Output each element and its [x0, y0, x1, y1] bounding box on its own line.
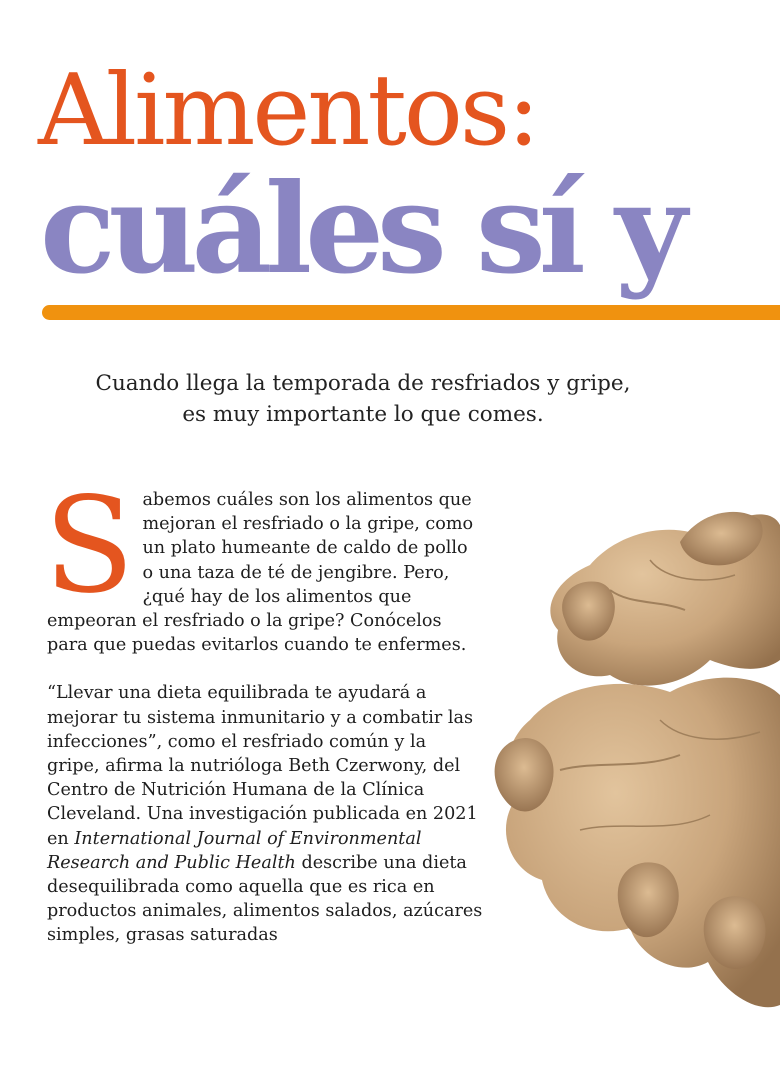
- body-paragraph-2: [47, 681, 483, 947]
- lead-line-1: Cuando llega la temporada de resfriados y gripe,: [95, 371, 631, 396]
- lead-line-2: es muy importante lo que comes.: [182, 402, 544, 427]
- ginger-upper-rhizome: [550, 512, 780, 686]
- ginger-root-photo: [470, 470, 780, 1030]
- drop-cap: S: [44, 469, 135, 623]
- ginger-lower-rhizome: [495, 678, 780, 1008]
- body-paragraph-2-text-a: “Llevar una dieta equilibrada te ayudará a mejorar tu sistema inmunitario y a combatir las infecciones”, como el resfriado común y la gripe, afirma la nutrióloga Beth Czerwony, del Centro de Nutrición Humana de la Clínica Cleveland. Una investigación publicada en 2021 en: [47, 683, 478, 849]
- body-paragraph-1: [44, 469, 483, 657]
- journal-title: International Journal of Environmental Research and Public Health: [47, 828, 422, 873]
- lead-paragraph: [40, 368, 686, 430]
- headline-line-2: cuáles sí y: [40, 157, 681, 302]
- body-paragraph-2-text-b: describe una dieta desequilibrada como aquella que es rica en productos animales, alimentos salados, azúcares simples, grasas saturadas: [47, 852, 483, 946]
- body-paragraph-1-text: abemos cuáles son los alimentos que mejoran el resfriado o la gripe, como un plato humeante de caldo de pollo o una taza de té de jengibre. Pero, ¿qué hay de los alimentos que empeoran el resfriado o la gripe? Conócelos para que puedas evitarlos cuando te enfermes.: [47, 490, 474, 656]
- headline-line-1: Alimentos:: [38, 54, 538, 168]
- article-body: [44, 469, 483, 948]
- orange-divider-rule: [42, 305, 780, 320]
